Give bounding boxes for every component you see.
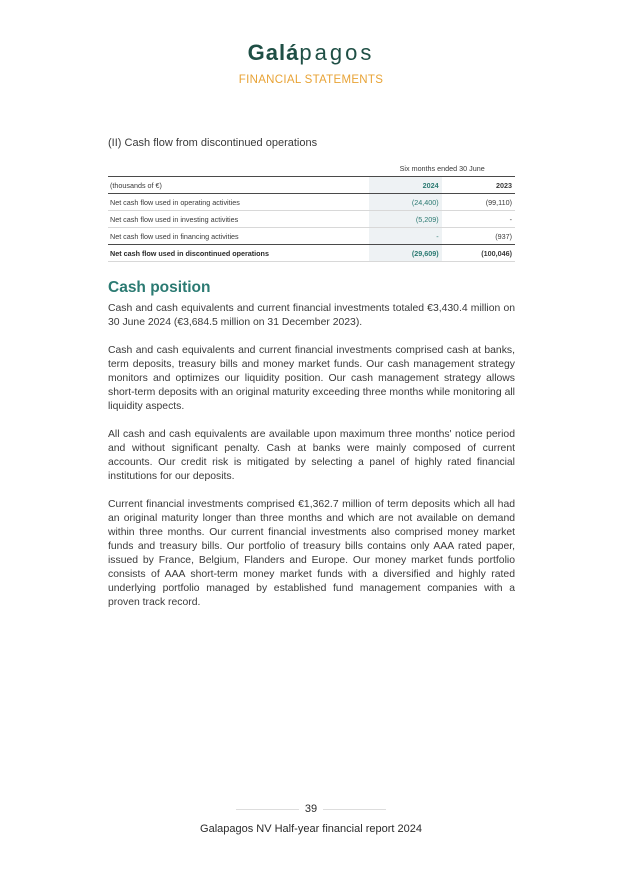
row-value-2023: (937): [442, 228, 515, 245]
table-total-row: [108, 245, 515, 262]
cash-position-heading: Cash position: [108, 279, 211, 296]
row-label: Net cash flow used in financing activities: [108, 228, 369, 245]
paragraph: All cash and cash equivalents are available upon maximum three months' notice period and without significant penalty. Cash at banks were mainly composed of current accounts. Our credit risk is mitigated by selecting a panel of highly rated financial institutions for our deposits.: [108, 429, 515, 482]
column-header-2024: 2024: [369, 177, 441, 194]
row-value-2024: (24,400): [369, 194, 441, 211]
total-value-2024: (29,609): [369, 245, 441, 262]
paragraph: Cash and cash equivalents and current financial investments totaled €3,430.4 million on 30 June 2024 (€3,684.5 million on 31 December 2023).: [108, 303, 515, 328]
row-label: Net cash flow used in investing activities: [108, 211, 369, 228]
table-period-header-row: [108, 160, 515, 177]
period-header: Six months ended 30 June: [399, 163, 485, 173]
document-section-title: FINANCIAL STATEMENTS: [238, 74, 384, 86]
total-label: Net cash flow used in discontinued operations: [108, 245, 369, 262]
unit-label: (thousands of €): [108, 177, 369, 194]
row-label: Net cash flow used in operating activities: [110, 197, 240, 207]
section-subtitle: (II) Cash flow from discontinued operations: [108, 137, 318, 149]
paragraph: Cash and cash equivalents and current financial investments comprised cash at banks, term deposits, treasury bills and money market funds. Our cash management strategy monitors and optimizes our liquidity position. Our cash management strategy allows short-term deposits with an original maturity exceeding three months while monitoring all liquidity aspects.: [108, 345, 515, 412]
paragraph: Current financial investments comprised €1,362.7 million of term deposits which all had an original maturity longer than three months and which are not available on demand within three months. Our current financial investments also comprised money market funds and treasury bills. Our portfolio of treasury bills contains only AAA rated paper, issued by France, Belgium, Flanders and Europe. Our money market funds portfolio consists of AAA short-term money market funds with a diversified and highly rated underlying portfolio managed by established fund management companies with a proven track record.: [108, 499, 515, 608]
column-header-2023: 2023: [442, 177, 515, 194]
row-value-2024: (5,209): [369, 211, 441, 228]
logo-part-2: pagos: [299, 40, 375, 65]
total-value-2023: (100,046): [442, 245, 515, 262]
company-logo: [0, 40, 622, 66]
row-value-2023: -: [442, 211, 515, 228]
table-header-row: [108, 177, 515, 194]
cash-position-body: [108, 302, 515, 624]
cash-flow-table: [108, 160, 515, 262]
table-row: [108, 194, 515, 211]
row-value-2024: -: [369, 228, 441, 245]
table-row: [108, 211, 515, 228]
page-number: [0, 803, 622, 815]
row-value-2023: (99,110): [485, 197, 512, 207]
footer-report-title: Galapagos NV Half-year financial report 2024: [200, 823, 422, 835]
page-number-text: 39: [299, 803, 323, 815]
logo-text: [248, 40, 375, 65]
table-row: [108, 228, 515, 245]
logo-part-1: Galá: [247, 40, 300, 65]
